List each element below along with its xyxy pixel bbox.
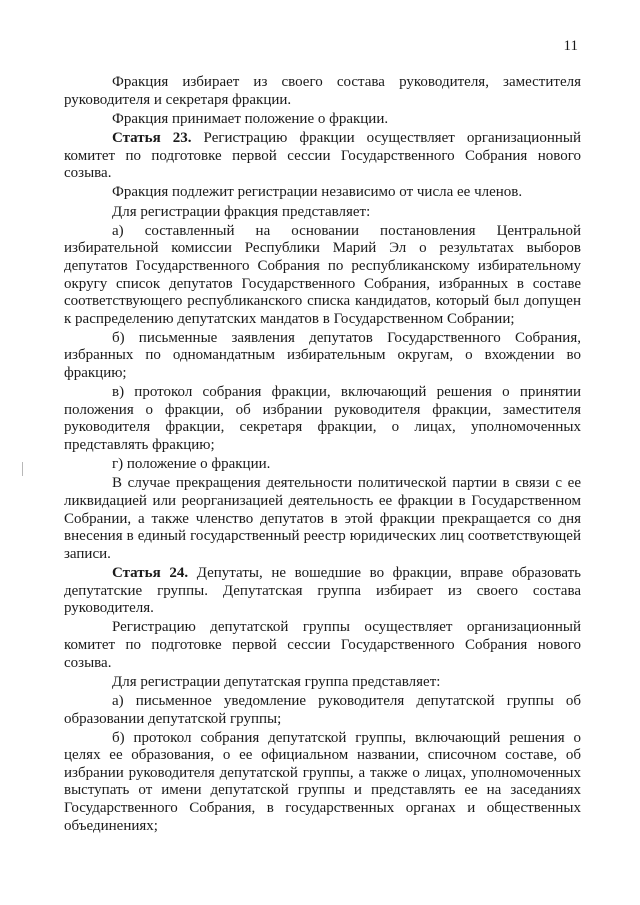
paragraph-text: Фракция подлежит регистрации независимо от числа ее членов. [112, 184, 523, 201]
paragraph-text: Фракция принимает положение о фракции. [112, 110, 389, 127]
paragraph-group-registration [64, 619, 581, 672]
paragraph-text: Регистрацию депутатской группы осуществляет организационный комитет по подготовке первой сессии Государственного Собрания нового созыва. [64, 619, 581, 671]
list-item-c-meeting-protocol [64, 384, 581, 454]
paragraph-text: Для регистрации депутатская группа представляет: [112, 673, 441, 690]
paragraph-text: б) протокол собрания депутатской группы, включающий решения о целях ее образования, о ее официальном названии, списочном составе, об избрании руководителя депутатской группы, а также о лицах, уполномоченных выступать от имени депутатской группы и представлять ее на заседаниях Государственного Собрания, в государственных органах и общественных объединениях; [64, 729, 581, 834]
list-item-d-fraction-regulation [64, 456, 581, 474]
list-item-a-deputy-list [64, 223, 581, 329]
paragraph-text: Регистрацию фракции осуществляет организационный комитет по подготовке первой сессии Государственного Собрания нового созыва. [64, 129, 581, 182]
list-item-a-group-notice [64, 693, 581, 728]
paragraph-text: В случае прекращения деятельности политической партии в связи с ее ликвидацией или реорганизацией деятельность ее фракции в Государственном Собрании, а также членство депутатов в этой фракции прекращается со дня внесения в единый государственный реестр юридических лиц соответствующей записи. [64, 475, 581, 562]
paragraph-text: а) письменное уведомление руководителя депутатской группы об образовании депутатской группы; [64, 692, 581, 727]
document-body [64, 74, 581, 835]
paragraph-text: Депутаты, не вошедшие во фракции, вправе образовать депутатские группы. Депутатская группа избирает из своего состава руководителя. [64, 564, 582, 617]
paragraph-registration-independence [64, 184, 581, 202]
paragraph-text: Для регистрации фракция представляет: [112, 203, 371, 220]
paragraph-fraction-regulation [64, 111, 581, 129]
paragraph-text: Фракция избирает из своего состава руководителя, заместителя руководителя и секретаря фракции. [64, 74, 581, 108]
paragraph-party-termination [64, 475, 581, 563]
paragraph-text: г) положение о фракции. [112, 456, 271, 473]
paragraph-article-24 [64, 565, 581, 618]
paragraph-fraction-documents-intro [64, 204, 581, 222]
paragraph-text: а) составленный на основании постановления Центральной избирательной комиссии Республики Марий Эл о результатах выборов депутатов Государственного Собрания по республиканскому избирательному округу список депутатов Государственного Собрания, избранных в составе соответствующего республиканского списка кандидатов, который был допущен к распределению депутатских мандатов в Государственном Собрании; [64, 222, 581, 327]
paragraph-text: в) протокол собрания фракции, включающий решения о принятии положения о фракции, об избрании руководителя фракции, заместителя руководителя фракции, секретаря фракции, о лицах, уполномоченных представлять фракцию; [64, 384, 581, 454]
paragraph-text: б) письменные заявления депутатов Государственного Собрания, избранных по одномандатным избирательным округам, о вхождении во фракцию; [64, 329, 581, 382]
page-number: 11 [563, 38, 578, 54]
article-23-heading: Статья 23. [112, 129, 192, 146]
list-item-b-written-statements [64, 330, 581, 383]
margin-scan-mark [22, 462, 23, 476]
paragraph-article-23 [64, 130, 581, 183]
list-item-b-group-protocol [64, 730, 581, 836]
paragraph-fraction-composition [64, 74, 581, 109]
article-24-heading: Статья 24. [112, 564, 189, 581]
paragraph-group-documents-intro [64, 674, 581, 692]
